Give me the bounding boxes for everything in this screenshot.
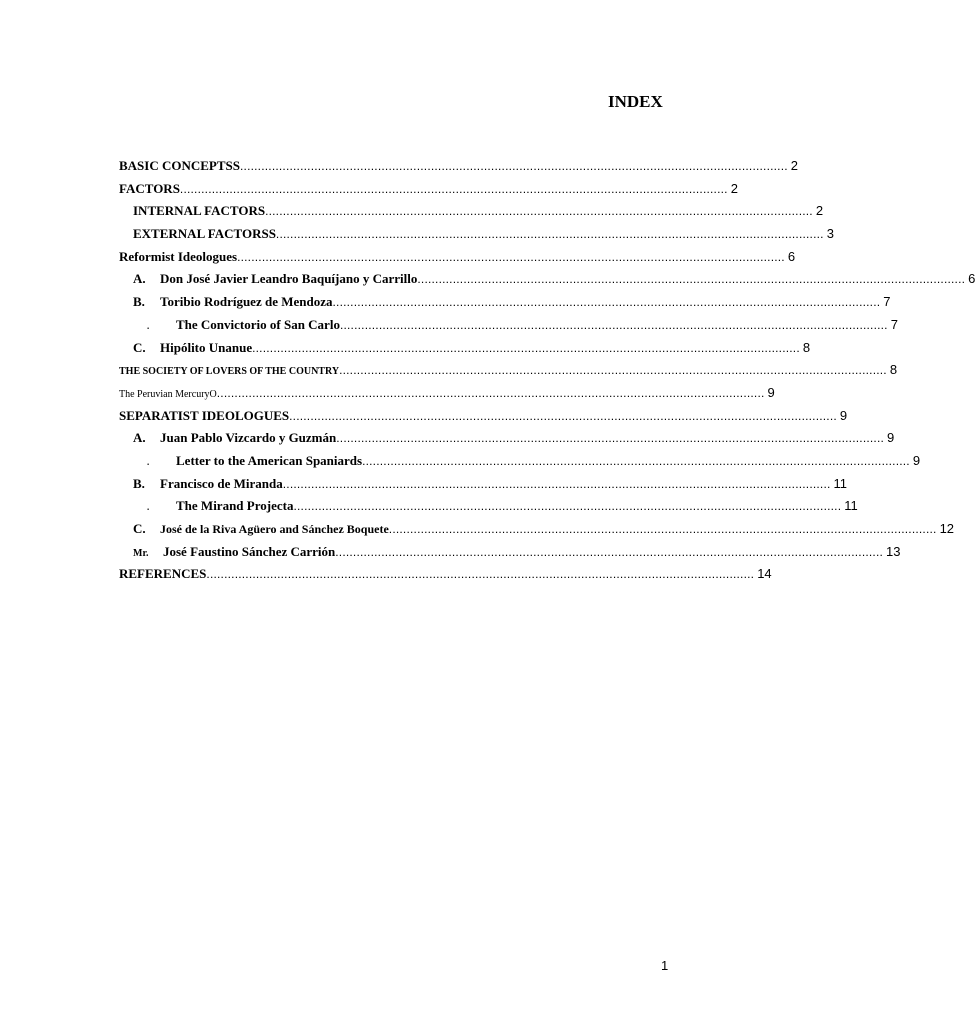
toc-entry-label: [133, 521, 389, 537]
toc-entry-title: José de la Riva Agüero and Sánchez Boquete: [160, 522, 389, 536]
toc-entry[interactable]: [0, 521, 955, 544]
dot-leader: ...........................................................................................................................................................: [240, 159, 788, 173]
toc-entry-page: 6: [787, 248, 796, 264]
toc-entry-label: Reformist Ideologues: [119, 248, 238, 264]
toc-entry-page: 9: [912, 452, 921, 468]
toc-entry[interactable]: [0, 294, 891, 317]
toc-entry-prefix: A.: [133, 271, 146, 287]
toc-entry[interactable]: [0, 362, 898, 385]
toc-entry-label: SEPARATIST IDEOLOGUES: [119, 407, 290, 423]
table-of-contents: [0, 158, 975, 589]
toc-entry[interactable]: [0, 339, 811, 363]
toc-entry-title: Don José Javier Leandro Baquíjano y Carrillo: [160, 271, 418, 287]
dot-leader: ...........................................................................................................................................................: [252, 340, 800, 355]
toc-entry[interactable]: [0, 498, 858, 521]
dot-leader: ...........................................................................................................................................................: [388, 522, 937, 536]
dot-leader: ...........................................................................................................................................................: [289, 408, 837, 423]
toc-entry-title: Toribio Rodríguez de Mendoza: [160, 294, 333, 310]
toc-entry-page: 9: [887, 430, 895, 446]
toc-entry[interactable]: [0, 180, 738, 204]
dot-leader: ...........................................................................................................................................................: [206, 567, 755, 582]
toc-entry-title: Francisco de Miranda: [160, 475, 283, 491]
dot-leader: ...........................................................................................................................................................: [335, 544, 884, 559]
dot-leader: ...........................................................................................................................................................: [293, 499, 842, 514]
toc-entry[interactable]: [0, 452, 921, 476]
toc-entry[interactable]: [0, 566, 772, 589]
toc-entry[interactable]: [0, 430, 895, 453]
toc-entry-label: THE SOCIETY OF LOVERS OF THE COUNTRY: [119, 366, 340, 378]
toc-entry-label: [133, 271, 417, 287]
toc-entry-prefix: B.: [133, 294, 145, 310]
dot-leader: ...........................................................................................................................................................: [332, 295, 881, 310]
toc-entry-label: [133, 430, 336, 446]
toc-entry-prefix: .: [147, 502, 150, 513]
dot-leader: ...........................................................................................................................................................: [216, 385, 765, 400]
toc-entry-label: BASIC CONCEPTSS: [119, 158, 241, 173]
toc-entry-page: 9: [839, 407, 848, 423]
toc-entry[interactable]: [0, 203, 824, 226]
toc-entry-page: 11: [833, 475, 848, 491]
toc-entry-page: 13: [886, 543, 901, 559]
toc-entry[interactable]: [0, 407, 848, 431]
toc-entry[interactable]: [0, 271, 975, 294]
toc-entry-prefix: A.: [133, 430, 146, 446]
toc-entry-page: 2: [815, 203, 824, 219]
toc-entry-page: 3: [826, 226, 834, 242]
toc-entry-page: 8: [802, 339, 811, 355]
toc-entry-page: 12: [939, 521, 955, 536]
page-title: INDEX: [608, 92, 663, 111]
dot-leader: ...........................................................................................................................................................: [339, 317, 888, 332]
toc-entry-label: INTERNAL FACTORS: [133, 203, 266, 219]
toc-entry-label: [147, 317, 340, 333]
toc-entry-label: REFERENCES: [119, 566, 207, 582]
dot-leader: ...........................................................................................................................................................: [417, 272, 966, 287]
toc-entry-prefix: B.: [133, 475, 145, 491]
toc-entry-page: 8: [889, 362, 898, 378]
toc-entry[interactable]: [0, 384, 775, 408]
toc-entry[interactable]: [0, 316, 898, 340]
toc-entry-label: EXTERNAL FACTORSS: [133, 226, 276, 242]
toc-entry-page: 6: [968, 271, 975, 287]
toc-entry-prefix: C.: [133, 521, 146, 536]
footer-page-number: 1: [661, 958, 669, 973]
dot-leader: ...........................................................................................................................................................: [282, 476, 831, 491]
dot-leader: ...........................................................................................................................................................: [339, 363, 887, 378]
toc-entry-label: [133, 544, 335, 560]
toc-entry-prefix: .: [147, 456, 150, 467]
toc-entry-label: [133, 340, 252, 356]
toc-entry[interactable]: [0, 543, 901, 567]
toc-entry-page: 14: [757, 566, 772, 582]
toc-entry[interactable]: [0, 158, 799, 181]
toc-entry-title: Juan Pablo Vizcardo y Guzmán: [160, 430, 337, 446]
toc-entry-title: Letter to the American Spaniards: [176, 452, 363, 468]
dot-leader: ...........................................................................................................................................................: [237, 249, 785, 264]
toc-entry-label: [147, 453, 362, 469]
toc-entry-page: 11: [844, 498, 858, 514]
toc-entry-page: 7: [883, 294, 891, 310]
toc-entry-page: 7: [890, 316, 898, 332]
toc-entry-prefix: .: [147, 320, 150, 331]
dot-leader: ...........................................................................................................................................................: [265, 204, 813, 219]
toc-entry-title: The Mirand Projecta: [176, 498, 294, 514]
toc-entry[interactable]: [0, 226, 834, 249]
toc-entry-prefix: C.: [133, 339, 146, 355]
toc-entry-page: 9: [767, 384, 775, 400]
dot-leader: ...........................................................................................................................................................: [179, 181, 728, 196]
toc-entry-title: Hipólito Unanue: [160, 339, 253, 355]
dot-leader: ...........................................................................................................................................................: [336, 431, 885, 446]
toc-entry-label: FACTORS: [119, 180, 180, 196]
toc-entry-title: The Convictorio of San Carlo: [176, 316, 340, 332]
toc-entry[interactable]: [0, 475, 848, 499]
toc-entry-label: The Peruvian MercuryO: [119, 388, 217, 400]
toc-entry-page: 2: [730, 180, 738, 196]
dot-leader: ...........................................................................................................................................................: [362, 453, 910, 468]
toc-entry-label: [133, 476, 283, 492]
toc-entry-page: 2: [790, 158, 799, 173]
toc-entry-title: José Faustino Sánchez Carrión: [163, 543, 336, 559]
dot-leader: ...........................................................................................................................................................: [275, 227, 824, 242]
toc-entry-label: [147, 498, 293, 514]
toc-entry[interactable]: [0, 248, 796, 272]
toc-entry-prefix: Mr.: [133, 547, 149, 559]
toc-entry-label: [133, 294, 333, 310]
